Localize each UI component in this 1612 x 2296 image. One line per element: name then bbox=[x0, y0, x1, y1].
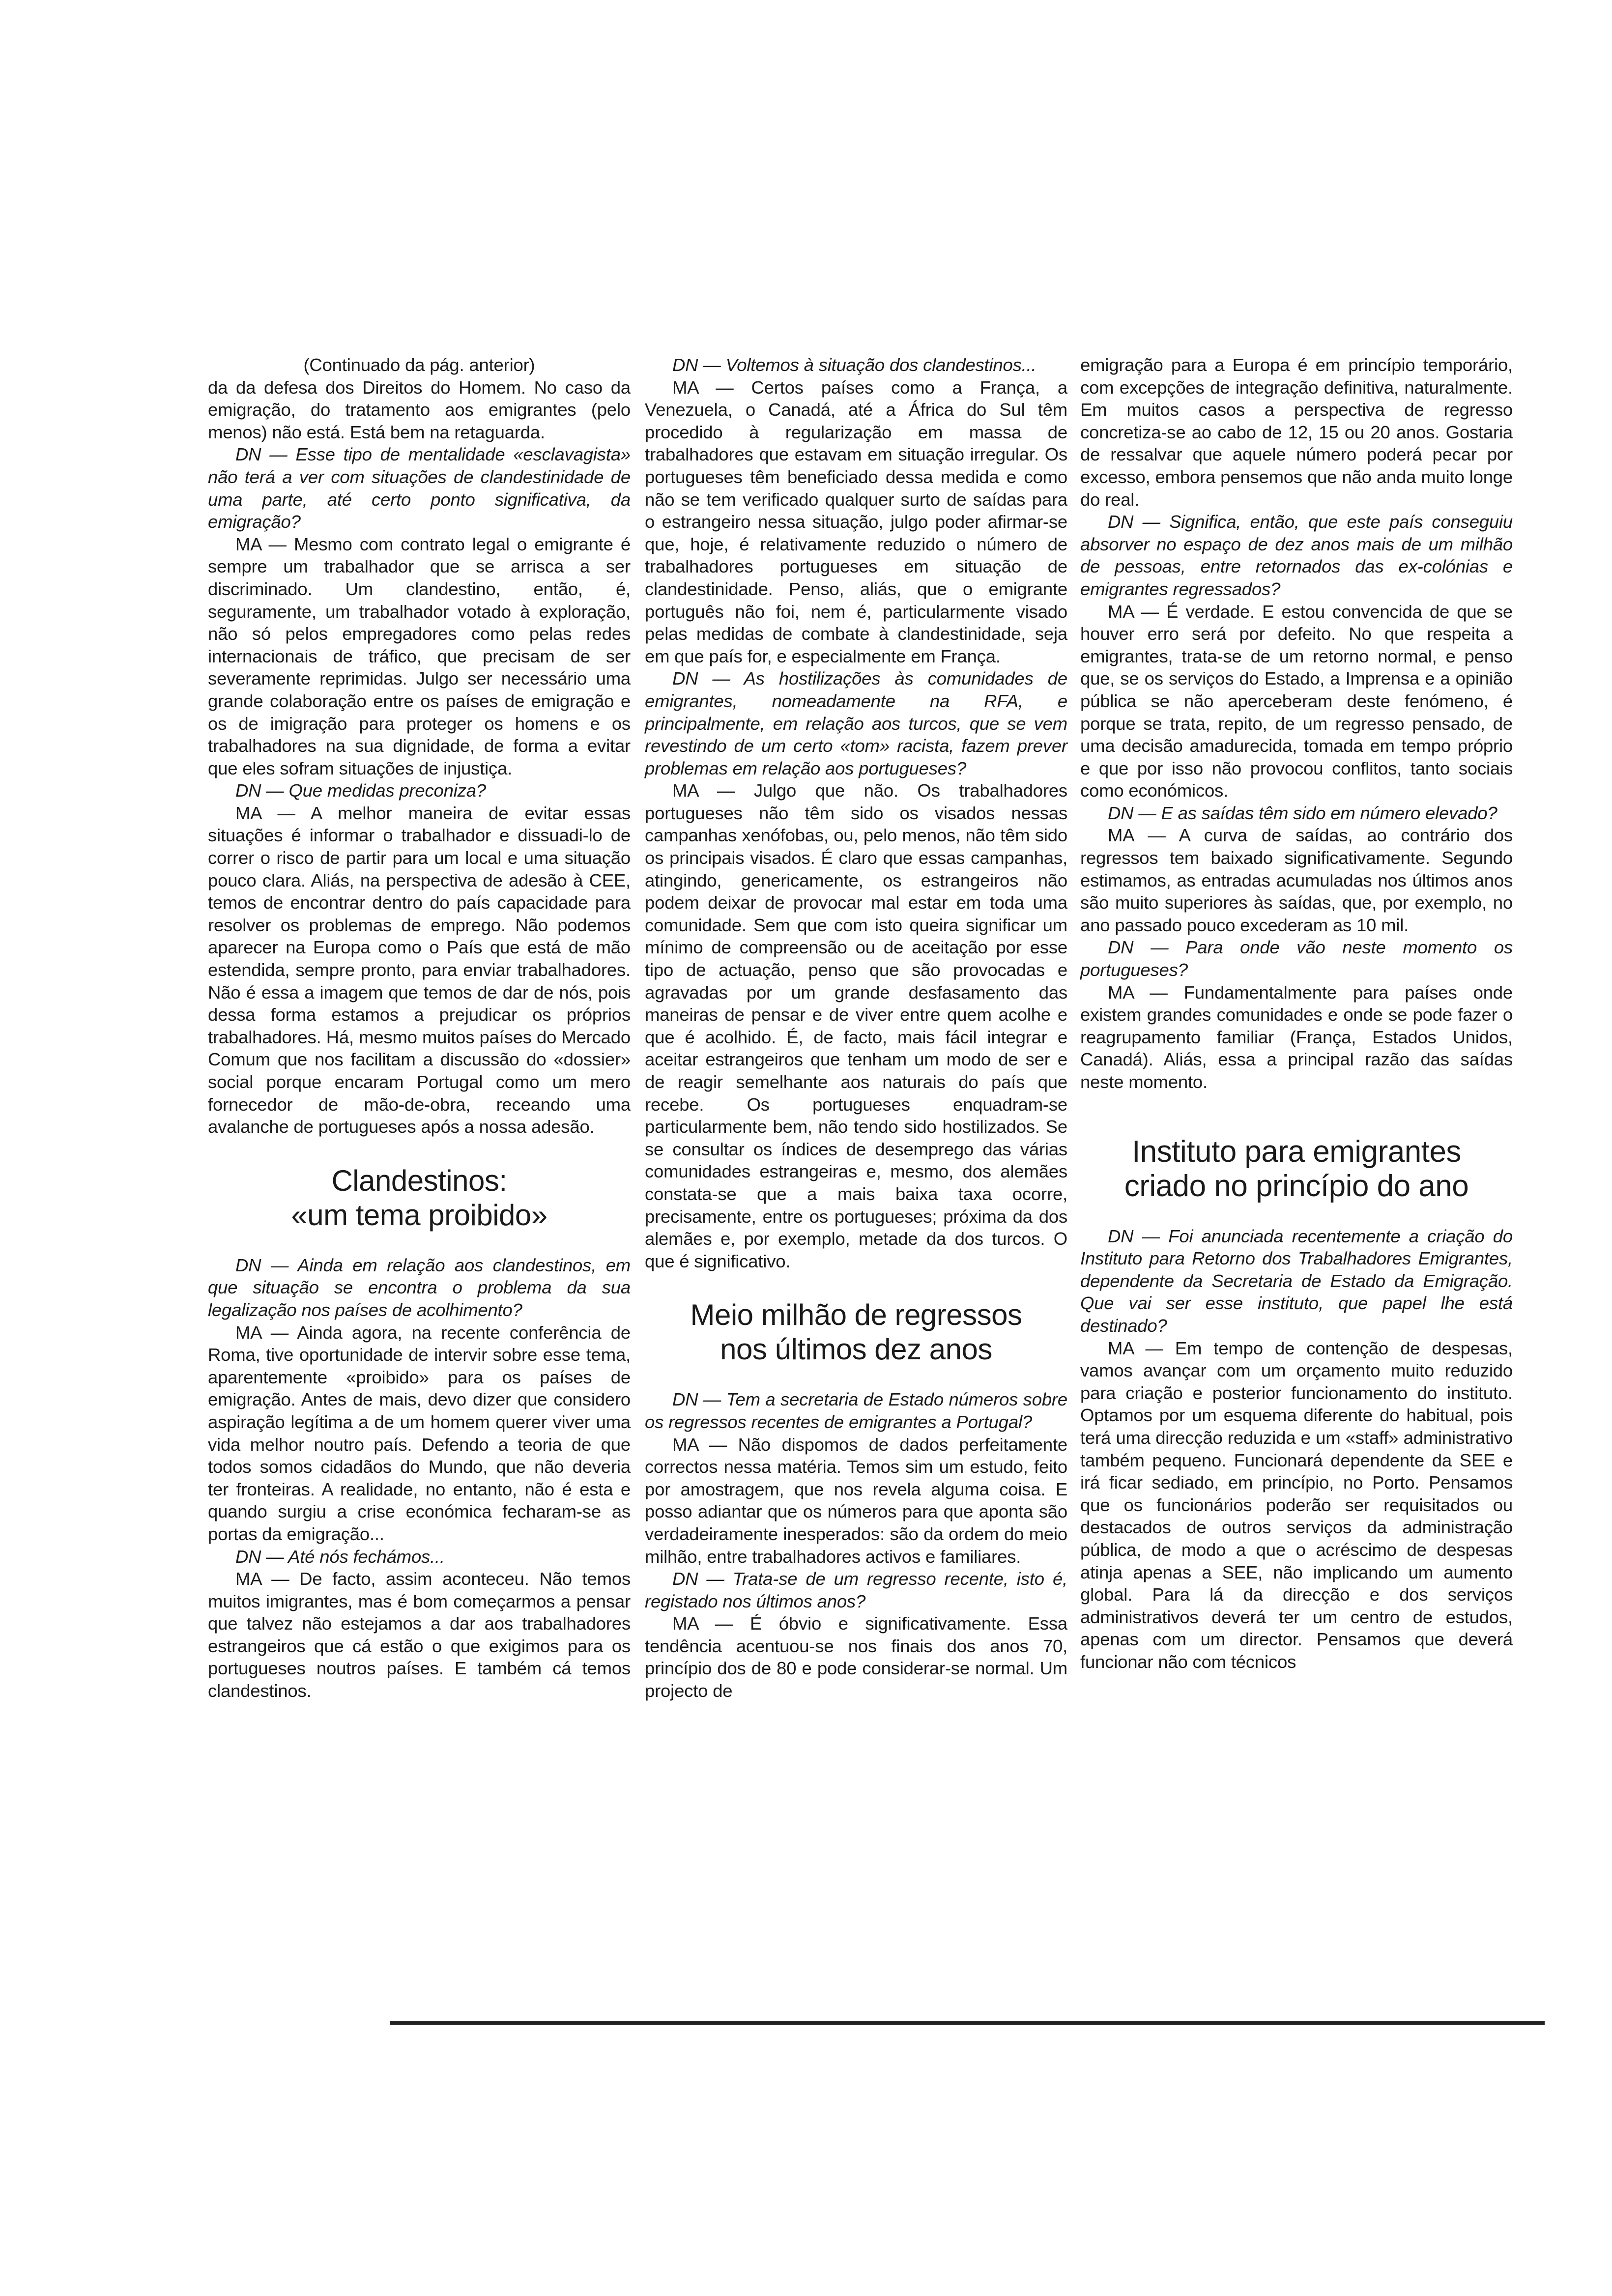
answer: MA — Ainda agora, na recente conferência de Roma, tive oportunidade de intervir sobre esse tema, aparentemente «proibido» para os países de emigração. Antes de mais, devo dizer que considero aspiração legítima a de um homem querer viver uma vida melhor noutro país. Defendo a teoria de que todos somos cidadãos do Mundo, que não deveria ter fronteiras. A realidade, no entanto, não é esta e quando surgiu a crise económica fecharam-se as portas da emigração... bbox=[208, 1322, 631, 1544]
paragraph: da da defesa dos Direitos do Homem. No caso da emigração, do tratamento aos emigrantes (pelo menos) não está. Está bem na retaguarda. bbox=[208, 377, 631, 442]
column-2 bbox=[645, 354, 1067, 1702]
continued-note: (Continuado da pág. anterior) bbox=[303, 355, 535, 375]
answer: MA — A melhor maneira de evitar essas situações é informar o trabalhador e dissuadi-lo de correr o risco de partir para um local e uma situação pouco clara. Aliás, na perspectiva de adesão à CEE, temos de encontrar dentro do país capacidade para resolver os problemas de emprego. Não podemos aparecer na Europa como o País que está de mão estendida, sempre pronto, para enviar trabalhadores. Não é essa a imagem que temos de dar de nós, pois dessa forma estamos a prejudicar os próprios trabalhadores. Há, mesmo muitos países do Mercado Comum que nos facilitam a discussão do «dossier» social porque encaram Portugal como um mero fornecedor de mão-de-obra, receando uma avalanche de portugueses após a nossa adesão. bbox=[208, 803, 631, 1137]
question: DN — Voltemos à situação dos clandestinos... bbox=[672, 355, 1036, 375]
question: DN — E as saídas têm sido em número elevado? bbox=[1108, 803, 1497, 823]
answer: MA — Julgo que não. Os trabalhadores portugueses não têm sido os visados nessas campanhas xenófobas, ou, pelo menos, não têm sido os principais visados. É claro que essas campanhas, atingindo, genericamente, os estrangeiros não podem deixar de provocar mal estar em toda uma comunidade. Sem que com isto queira significar um mínimo de compreensão ou de aceitação por esse tipo de actuação, penso que são provocadas e agravadas por um grande desfasamento das maneiras de pensar e de viver entre quem acolhe e que é acolhido. É, de facto, mais fácil integrar e aceitar estrangeiros que tenham um modo de ser e de reagir semelhante aos naturais do país que recebe. Os portugueses enquadram-se particularmente bem, não tendo sido hostilizados. Se se consultar os índices de desemprego das várias comunidades estrangeiras e, mesmo, dos alemães constata-se que a mais baixa taxa ocorre, precisamente, entre os portugueses; próxima da dos alemães e, por exemplo, metade da dos turcos. O que é significativo. bbox=[645, 780, 1067, 1271]
answer: MA — É óbvio e significativamente. Essa tendência acentuou-se nos finais dos anos 70, princípio dos de 80 e pode considerar-se normal. Um projecto de bbox=[645, 1613, 1067, 1701]
section-heading bbox=[1080, 1135, 1513, 1204]
heading-line: criado no princípio do ano bbox=[1124, 1169, 1469, 1203]
heading-line: Instituto para emigrantes bbox=[1132, 1134, 1461, 1169]
question: DN — Foi anunciada recentemente a criação do Instituto para Retorno dos Trabalhadores Emigrantes, dependente da Secretaria de Estado da Emigração. Que vai ser esse instituto, que papel lhe está destinado? bbox=[1080, 1226, 1513, 1336]
question: DN — Trata-se de um regresso recente, isto é, registado nos últimos anos? bbox=[645, 1569, 1067, 1611]
column-1 bbox=[208, 354, 631, 1702]
question: DN — Para onde vão neste momento os portugueses? bbox=[1080, 937, 1513, 980]
question: DN — Esse tipo de mentalidade «esclavagista» não terá a ver com situações de clandestinidade de uma parte, até certo ponto significativa, da emigração? bbox=[208, 444, 631, 532]
question: DN — As hostilizações às comunidades de emigrantes, nomeadamente na RFA, e principalmente, em relação aos turcos, que se vem revestindo de um certo «tom» racista, fazem prever problemas em relação aos portugueses? bbox=[645, 668, 1067, 778]
answer: MA — De facto, assim aconteceu. Não temos muitos imigrantes, mas é bom começarmos a pensar que talvez não estejamos a dar aos trabalhadores estrangeiros que cá estão o que exigimos para os portugueses noutros países. E também cá temos clandestinos. bbox=[208, 1569, 631, 1701]
bottom-rule bbox=[390, 2021, 1545, 2025]
question: DN — Significa, então, que este país conseguiu absorver no espaço de dez anos mais de um milhão de pessoas, entre retornados das ex-colónias e emigrantes regressados? bbox=[1080, 512, 1513, 599]
answer: MA — Certos países como a França, a Venezuela, o Canadá, até a África do Sul têm procedido à regularização em massa de trabalhadores que estavam em situação irregular. Os portugueses têm beneficiado dessa medida e como não se tem verificado qualquer surto de saídas para o estrangeiro nessa situação, julgo poder afirmar-se que, hoje, é relativamente reduzido o número de trabalhadores portugueses em situação de clandestinidade. Penso, aliás, que o emigrante português não foi, nem é, particularmente visado pelas medidas de combate à clandestinidade, seja em que país for, e especialmente em França. bbox=[645, 377, 1067, 666]
answer: MA — Fundamentalmente para países onde existem grandes comunidades e onde se pode fazer o reagrupamento familiar (França, Estados Unidos, Canadá). Aliás, essa a principal razão das saídas neste momento. bbox=[1080, 982, 1513, 1092]
section-heading bbox=[208, 1164, 631, 1233]
question: DN — Tem a secretaria de Estado números sobre os regressos recentes de emigrantes a Portugal? bbox=[645, 1389, 1067, 1432]
section-heading bbox=[645, 1298, 1067, 1367]
answer: MA — É verdade. E estou convencida de que se houver erro será por defeito. No que respeita a emigrantes, trata-se de um retorno normal, e penso que, se os serviços do Estado, a Imprensa e a opinião pública se não aperceberam deste fenómeno, é porque se trata, repito, de um regresso pensado, de uma decisão amadurecida, tomada em tempo próprio e que por isso não provocou conflitos, tanto sociais como económicos. bbox=[1080, 601, 1513, 801]
heading-line: «um tema proibido» bbox=[291, 1198, 547, 1232]
question: DN — Que medidas preconiza? bbox=[235, 780, 486, 801]
column-3 bbox=[1080, 354, 1513, 1673]
answer: MA — A curva de saídas, ao contrário dos regressos tem baixado significativamente. Segundo estimamos, as entradas acumuladas nos últimos anos são muito superiores às saídas, que, por exemplo, no ano passado pouco excederam as 10 mil. bbox=[1080, 825, 1513, 935]
heading-line: Clandestinos: bbox=[331, 1164, 507, 1197]
heading-line: Meio milhão de regressos bbox=[690, 1298, 1022, 1332]
answer: MA — Em tempo de contenção de despesas, vamos avançar com um orçamento muito reduzido para criação e posterior funcionamento do instituto. Optamos por um esquema diferente do habitual, pois terá uma direcção reduzida e um «staff» administrativo também pequeno. Funcionará dependente da SEE e irá ficar sediado, em princípio, no Porto. Pensamos que os funcionários poderão ser requisitados ou destacados de outros serviços da administração pública, de modo a que o acréscimo de despesas atinja apenas a SEE, não implicando um aumento global. Para lá da direcção e dos serviços administrativos deverá ter um centro de estudos, apenas com um director. Pensamos que deverá funcionar não com técnicos bbox=[1080, 1338, 1513, 1672]
heading-line: nos últimos dez anos bbox=[720, 1333, 992, 1366]
answer: MA — Mesmo com contrato legal o emigrante é sempre um trabalhador que se arrisca a ser discriminado. Um clandestino, então, é, seguramente, um trabalhador votado à exploração, não só pelos empregadores como pelas redes internacionais de tráfico, que precisam de ser severamente reprimidas. Julgo ser necessário uma grande colaboração entre os países de emigração e os de imigração para proteger os homens e os trabalhadores na sua dignidade, de forma a evitar que eles sofram situações de injustiça. bbox=[208, 534, 631, 778]
answer: MA — Não dispomos de dados perfeitamente correctos nessa matéria. Temos sim um estudo, feito por amostragem, que nos revela alguma coisa. E posso adiantar que os números para que aponta são verdadeiramente inesperados: são da ordem do meio milhão, entre trabalhadores activos e familiares. bbox=[645, 1434, 1067, 1567]
paragraph: emigração para a Europa é em princípio temporário, com excepções de integração definitiva, naturalmente. Em muitos casos a perspectiva de regresso concretiza-se ao cabo de 12, 15 ou 20 anos. Gostaria de ressalvar que aquele número poderá pecar por excesso, embora pensemos que não anda muito longe do real. bbox=[1080, 355, 1513, 510]
question: DN — Até nós fechámos... bbox=[235, 1546, 445, 1567]
question: DN — Ainda em relação aos clandestinos, em que situação se encontra o problema da sua legalização nos países de acolhimento? bbox=[208, 1255, 631, 1320]
